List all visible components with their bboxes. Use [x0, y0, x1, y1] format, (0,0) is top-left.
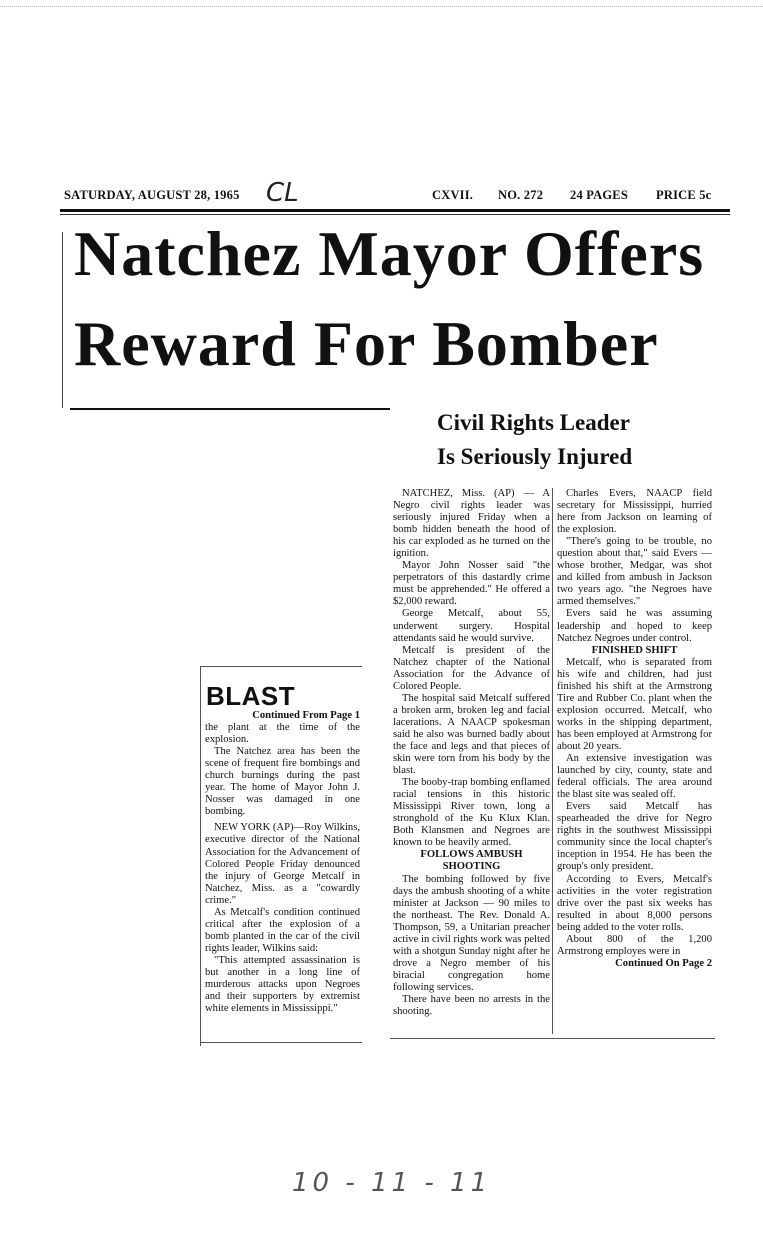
paragraph: NATCHEZ, Miss. (AP) — A Negro civil rights leader was seriously injured Friday when a bomb hidden beneath the hood of his car exploded as he turned on the ignition.: [393, 488, 550, 560]
headline-line-2: Reward For Bomber: [74, 308, 659, 379]
paragraph: the plant at the time of the explosion.: [205, 722, 360, 746]
blast-title: BLAST: [206, 681, 296, 711]
paragraph: "This attempted assassination is but another in a long line of murderous attacks upon Negroes and their supporters by extremist white elements in Mississippi.": [205, 954, 360, 1015]
subheadline-line-2: Is Seriously Injured: [437, 444, 633, 469]
article-column-a: [393, 488, 550, 1018]
section-subhead: FINISHED SHIFT: [591, 644, 678, 656]
paragraph: The Natchez area has been the scene of frequent fire bombings and church burnings during the past year. The home of Mayor John J. Nosser was damaged in one bombing.: [205, 746, 360, 818]
paragraph: An extensive investigation was launched by city, county, state and federal officials. The area around the blast site was sealed off.: [557, 753, 712, 801]
masthead-volume: CXVII.: [432, 188, 474, 202]
blast-box-left-rule: [200, 666, 201, 1046]
paragraph: Evers said Metcalf has spearheaded the drive for Negro rights in the southwest Mississippi community since the local chapter's inception in 1954. He has been the group's only president.: [557, 801, 712, 873]
paragraph: George Metcalf, about 55, underwent surgery. Hospital attendants said he would survive.: [393, 608, 550, 644]
article-bottom-rule: [390, 1038, 715, 1039]
masthead-number: NO. 272: [498, 188, 544, 202]
paragraph: The hospital said Metcalf suffered a broken arm, broken leg and facial lacerations. A NAACP spokesman said he also was burned badly about the face and legs and that pieces of skin were torn from his body by the blast.: [393, 692, 550, 777]
paragraph: Charles Evers, NAACP field secretary for Mississippi, hurried here from Jackson on learning of the explosion.: [557, 488, 712, 536]
paragraph: There have been no arrests in the shooting.: [393, 993, 550, 1018]
paragraph: About 800 of the 1,200 Armstrong employes were in: [557, 933, 712, 957]
blast-column: [205, 710, 360, 1015]
blast-box-bottom-rule: [200, 1042, 362, 1043]
continued-from: Continued From Page 1: [252, 710, 360, 721]
headline-rule: [70, 408, 390, 410]
handwritten-date: 10 - 11 - 11: [292, 1168, 492, 1198]
masthead-pages: 24 PAGES: [570, 188, 628, 202]
paragraph: Metcalf, who is separated from his wife and children, had just finished his shift at the Armstrong Tire and Rubber Co. plant when the explosion occurred. Metcalf, who works in the shipping department, has been employed at Armstrong for about 20 years.: [557, 656, 712, 752]
paragraph: "There's going to be trouble, no question about that," said Evers — whose brother, Medgar, was shot and killed from ambush in Jackson two years ago. "the Negroes have armed themselves.": [557, 536, 712, 608]
paragraph: Metcalf is president of the Natchez chapter of the National Association for the Advance of Colored People.: [393, 644, 550, 692]
masthead-rule: [60, 209, 730, 212]
section-subhead: FOLLOWS AMBUSH SHOOTING: [420, 849, 523, 873]
handwritten-initials: CL: [266, 178, 299, 208]
paragraph: Mayor John Nosser said "the perpetrators of this dastardly crime must be apprehended." He offered a $2,000 reward.: [393, 560, 550, 608]
subheadline-line-1: Civil Rights Leader: [437, 410, 630, 435]
masthead-date: SATURDAY, AUGUST 28, 1965: [64, 188, 240, 202]
clipping-edge: [62, 232, 63, 408]
masthead-price: PRICE 5c: [656, 188, 712, 202]
paragraph: NEW YORK (AP)—Roy Wilkins, executive director of the National Association for the Advancement of Colored People Friday denounced the injury of George Metcalf in Natchez, Miss. as a "cowardly crime.": [205, 822, 360, 906]
article-column-b: [557, 488, 712, 970]
paragraph: The booby-trap bombing enflamed racial tensions in this historic Mississippi River town, long a stronghold of the Ku Klux Klan. Both Klansmen and Negroes are known to be heavily armed.: [393, 777, 550, 849]
continued-notice: Continued On Page 2: [615, 957, 712, 969]
paragraph: As Metcalf's condition continued critical after the explosion of a bomb planted in the car of the civil rights leader, Wilkins said:: [205, 906, 360, 954]
paragraph: The bombing followed by five days the ambush shooting of a white minister at Jackson — 90 miles to the northeast. The Rev. Donald A. Thompson, 59, a Unitarian preacher active in civil rights work was pelted with a shotgun Sunday night after he drove a Negro member of his biracial congregation home following services.: [393, 873, 550, 993]
blast-box-top-rule: [200, 666, 362, 667]
page-edge: [0, 6, 763, 7]
paragraph: According to Evers, Metcalf's activities in the voter registration drive over the past six weeks has resulted in about 8,000 persons being added to the voter rolls.: [557, 873, 712, 933]
column-divider: [552, 488, 553, 1034]
headline-line-1: Natchez Mayor Offers: [74, 218, 705, 289]
paragraph: Evers said he was assuming leadership and hoped to keep Natchez Negroes under control.: [557, 608, 712, 644]
masthead-rule-thin: [60, 214, 730, 215]
